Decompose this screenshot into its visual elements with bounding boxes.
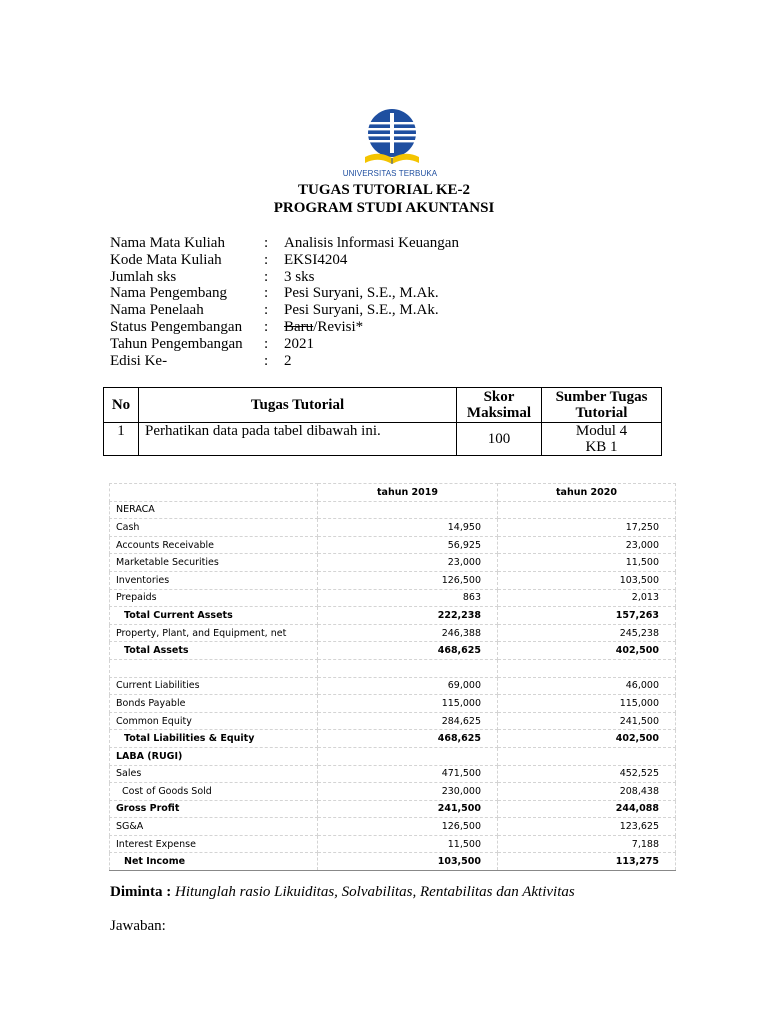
row-label: Inventories xyxy=(110,571,318,589)
financial-table xyxy=(109,483,676,871)
diminta-instruction xyxy=(110,884,575,901)
info-value: Analisis lnformasi Keuangan xyxy=(284,235,459,251)
value-2020: 241,500 xyxy=(498,712,676,730)
value-2019: 11,500 xyxy=(318,835,498,853)
row-sumber xyxy=(542,423,662,456)
task-table xyxy=(103,387,662,456)
row-label: Total Current Assets xyxy=(110,607,318,625)
value-2020: 157,263 xyxy=(498,607,676,625)
header-skor xyxy=(457,388,542,423)
value-2019: 863 xyxy=(318,589,498,607)
header-2020: tahun 2020 xyxy=(498,484,676,502)
financial-row xyxy=(110,818,676,836)
header-sumber xyxy=(542,388,662,423)
info-value: EKSI4204 xyxy=(284,251,348,268)
financial-row xyxy=(110,624,676,642)
value-2020: 402,500 xyxy=(498,642,676,660)
info-colon: : xyxy=(264,318,269,335)
value-2020: 23,000 xyxy=(498,536,676,554)
value-2020: 245,238 xyxy=(498,624,676,642)
diminta-label: Diminta : xyxy=(110,884,172,900)
info-colon: : xyxy=(264,302,269,319)
info-value: 2 xyxy=(284,352,292,369)
financial-row xyxy=(110,571,676,589)
ut-emblem-icon xyxy=(362,103,422,173)
info-value: Pesi Suryani, S.E., M.Ak. xyxy=(284,285,439,302)
value-2020 xyxy=(498,747,676,765)
info-colon: : xyxy=(264,268,269,285)
financial-row xyxy=(110,730,676,748)
info-value: Pesi Suryani, S.E., M.Ak. xyxy=(284,302,439,319)
info-colon: : xyxy=(264,285,269,302)
financial-row xyxy=(110,589,676,607)
logo-text: UNIVERSITAS TERBUKA xyxy=(342,169,438,178)
financial-row xyxy=(110,853,676,871)
info-colon: : xyxy=(264,235,269,251)
value-2020: 115,000 xyxy=(498,695,676,713)
info-label: Jumlah sks xyxy=(110,268,177,285)
row-label: Total Assets xyxy=(110,642,318,660)
financial-row xyxy=(110,642,676,660)
row-no: 1 xyxy=(104,423,139,456)
financial-row xyxy=(110,783,676,801)
info-value: 2021 xyxy=(284,335,314,352)
info-row-course-code xyxy=(110,252,459,269)
info-colon: : xyxy=(264,251,269,268)
info-label: Nama Mata Kuliah xyxy=(110,235,225,251)
value-2019: 115,000 xyxy=(318,695,498,713)
value-2019: 103,500 xyxy=(318,853,498,871)
header-no: No xyxy=(104,388,139,423)
header-sumber-1: Sumber Tugas xyxy=(555,389,648,405)
value-2020: 2,013 xyxy=(498,589,676,607)
value-2020: 123,625 xyxy=(498,818,676,836)
value-2020 xyxy=(498,659,676,677)
value-2020: 103,500 xyxy=(498,571,676,589)
value-2020: 113,275 xyxy=(498,853,676,871)
info-label: Nama Penelaah xyxy=(110,302,204,319)
info-row-status xyxy=(110,319,459,336)
financial-row xyxy=(110,800,676,818)
header-2019: tahun 2019 xyxy=(318,484,498,502)
info-value-rest: /Revisi* xyxy=(313,318,364,335)
row-sumber-1: Modul 4 xyxy=(575,423,628,439)
value-2019: 126,500 xyxy=(318,818,498,836)
value-2019: 471,500 xyxy=(318,765,498,783)
value-2019: 14,950 xyxy=(318,519,498,537)
row-label: NERACA xyxy=(110,501,318,519)
task-table-header xyxy=(104,388,662,423)
value-2019: 230,000 xyxy=(318,783,498,801)
value-2019 xyxy=(318,501,498,519)
value-2019: 246,388 xyxy=(318,624,498,642)
info-row-developer xyxy=(110,285,459,302)
header-skor-1: Skor xyxy=(483,389,515,405)
value-2020: 452,525 xyxy=(498,765,676,783)
info-label: Edisi Ke- xyxy=(110,352,168,369)
financial-row xyxy=(110,554,676,572)
header-skor-2: Maksimal xyxy=(466,405,532,421)
info-value: 3 sks xyxy=(284,268,315,285)
row-skor: 100 xyxy=(457,423,542,456)
value-2020: 11,500 xyxy=(498,554,676,572)
row-label: Accounts Receivable xyxy=(110,536,318,554)
row-label: Sales xyxy=(110,765,318,783)
header-tugas: Tugas Tutorial xyxy=(139,388,457,423)
value-2019: 468,625 xyxy=(318,642,498,660)
info-label: Kode Mata Kuliah xyxy=(110,251,222,268)
university-logo xyxy=(362,103,422,173)
row-label: Total Liabilities & Equity xyxy=(110,730,318,748)
value-2019: 222,238 xyxy=(318,607,498,625)
financial-row xyxy=(110,659,676,677)
value-2019: 284,625 xyxy=(318,712,498,730)
value-2019: 69,000 xyxy=(318,677,498,695)
info-row-course-name xyxy=(110,235,459,252)
financial-row xyxy=(110,536,676,554)
value-2019: 241,500 xyxy=(318,800,498,818)
info-label: Status Pengembangan xyxy=(110,318,243,335)
row-sumber-2: KB 1 xyxy=(585,439,618,455)
financial-row xyxy=(110,519,676,537)
financial-row xyxy=(110,712,676,730)
row-label: Interest Expense xyxy=(110,835,318,853)
value-2020: 46,000 xyxy=(498,677,676,695)
financial-row xyxy=(110,835,676,853)
diminta-text: Hitunglah rasio Likuiditas, Solvabilitas, Rentabilitas dan Aktivitas xyxy=(175,884,575,900)
row-label: Current Liabilities xyxy=(110,677,318,695)
financial-table-header xyxy=(110,484,676,502)
info-row-reviewer xyxy=(110,302,459,319)
value-2019: 23,000 xyxy=(318,554,498,572)
row-label: Bonds Payable xyxy=(110,695,318,713)
row-label: Net Income xyxy=(110,853,318,871)
value-2020 xyxy=(498,501,676,519)
row-label: Common Equity xyxy=(110,712,318,730)
info-colon: : xyxy=(264,335,269,352)
financial-row xyxy=(110,747,676,765)
title-line-1: TUGAS TUTORIAL KE-2 xyxy=(298,182,470,198)
info-row-sks xyxy=(110,269,459,286)
financial-table-body xyxy=(110,501,676,870)
financial-row xyxy=(110,607,676,625)
row-label: SG&A xyxy=(110,818,318,836)
value-2019: 56,925 xyxy=(318,536,498,554)
value-2020: 208,438 xyxy=(498,783,676,801)
financial-row xyxy=(110,677,676,695)
financial-row xyxy=(110,765,676,783)
value-2019 xyxy=(318,747,498,765)
row-label: Property, Plant, and Equipment, net xyxy=(110,624,318,642)
value-2020: 402,500 xyxy=(498,730,676,748)
financial-row xyxy=(110,695,676,713)
value-2020: 17,250 xyxy=(498,519,676,537)
row-label: Cost of Goods Sold xyxy=(110,783,318,801)
value-2019 xyxy=(318,659,498,677)
info-label: Tahun Pengembangan xyxy=(110,335,243,352)
row-label xyxy=(110,659,318,677)
info-value-struck: Baru xyxy=(284,318,314,335)
value-2019: 126,500 xyxy=(318,571,498,589)
info-row-edition xyxy=(110,353,459,370)
task-table-row xyxy=(104,423,662,456)
course-info xyxy=(110,235,459,369)
info-value xyxy=(284,319,363,336)
value-2020: 244,088 xyxy=(498,800,676,818)
value-2020: 7,188 xyxy=(498,835,676,853)
info-colon: : xyxy=(264,352,269,369)
row-label: Cash xyxy=(110,519,318,537)
value-2019: 468,625 xyxy=(318,730,498,748)
info-label: Nama Pengembang xyxy=(110,285,228,302)
financial-row xyxy=(110,501,676,519)
row-label: LABA (RUGI) xyxy=(110,747,318,765)
info-row-year xyxy=(110,336,459,353)
header-sumber-2: Tutorial xyxy=(575,405,628,421)
title-line-2: PROGRAM STUDI AKUNTANSI xyxy=(273,200,495,216)
jawaban-label: Jawaban: xyxy=(110,918,166,934)
header-label xyxy=(110,484,318,502)
row-label: Prepaids xyxy=(110,589,318,607)
row-tugas: Perhatikan data pada tabel dibawah ini. xyxy=(139,423,457,456)
row-label: Marketable Securities xyxy=(110,554,318,572)
row-label: Gross Profit xyxy=(110,800,318,818)
